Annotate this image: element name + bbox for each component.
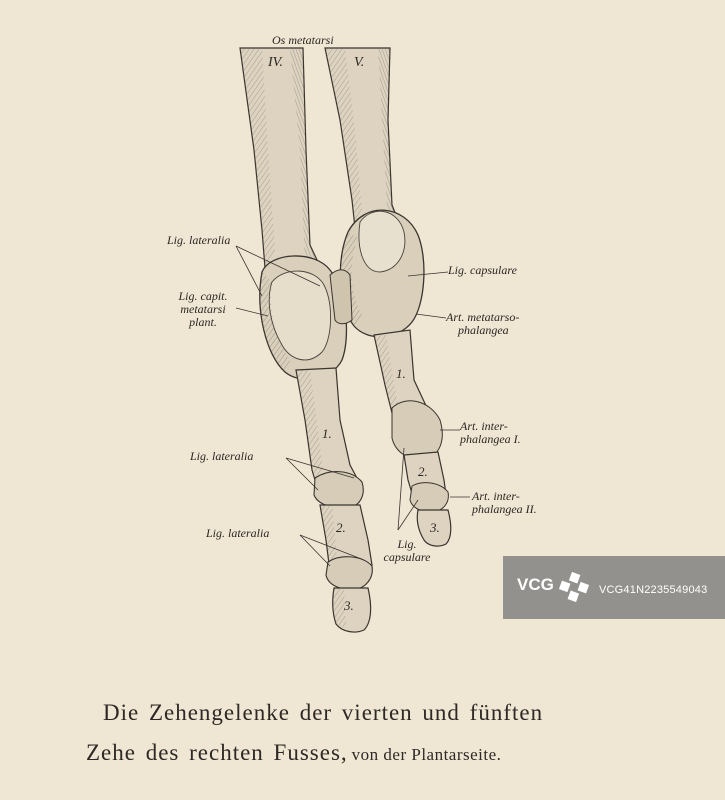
label-roman-v: V.: [354, 55, 365, 70]
label-art-inter-2: [472, 490, 537, 516]
number-2-left: 2.: [336, 520, 346, 535]
label-art-inter-2-line1: Art. inter-: [472, 489, 520, 503]
number-2-right: 2.: [418, 464, 428, 479]
label-lig-capsulare-low: [372, 538, 442, 564]
caption-line-2-sub: von der Plantarseite.: [351, 745, 502, 764]
caption-line-2: [86, 740, 501, 766]
label-art-inter-1-line1: Art. inter-: [460, 419, 508, 433]
label-art-inter-2-line2: phalangea II.: [472, 502, 537, 516]
watermark-id: VCG41N2235549043: [599, 584, 708, 596]
label-art-inter-1: [460, 420, 521, 446]
label-art-metatarso-line2: phalangea: [458, 323, 509, 337]
label-lig-capit-line3: plant.: [189, 315, 217, 329]
number-3-right: 3.: [430, 520, 440, 535]
label-lig-capit: [170, 290, 236, 329]
caption-line-2-main: Zehe des rechten Fusses,: [86, 740, 348, 765]
label-lig-lateralia-mid: Lig. lateralia: [190, 449, 254, 463]
label-art-inter-1-line2: phalangea I.: [460, 432, 521, 446]
label-lig-capit-line2: metatarsi: [180, 302, 226, 316]
caption-line-1: Die Zehengelenke der vierten und fünften: [103, 700, 544, 725]
label-lig-capsulare-top: Lig. capsulare: [448, 263, 517, 277]
label-roman-iv: IV.: [268, 55, 283, 70]
watermark-logo: VCG: [517, 575, 554, 594]
number-1-left: 1.: [322, 426, 332, 441]
watermark-banner: [503, 556, 725, 619]
watermark-flower-icon: [558, 571, 590, 603]
label-lig-capit-line1: Lig. capit.: [178, 289, 228, 303]
label-lig-lateralia-top: Lig. lateralia: [167, 233, 231, 247]
label-os-metatarsi: Os metatarsi: [272, 33, 334, 47]
label-art-metatarso: [446, 311, 519, 337]
number-3-left: 3.: [344, 598, 354, 613]
label-lig-lateralia-low: Lig. lateralia: [206, 526, 270, 540]
label-lig-capsulare-low-line2: capsulare: [383, 550, 431, 564]
number-1-right: 1.: [396, 366, 406, 381]
label-lig-capsulare-low-line1: Lig.: [397, 537, 417, 551]
label-art-metatarso-line1: Art. metatarso-: [446, 310, 520, 324]
